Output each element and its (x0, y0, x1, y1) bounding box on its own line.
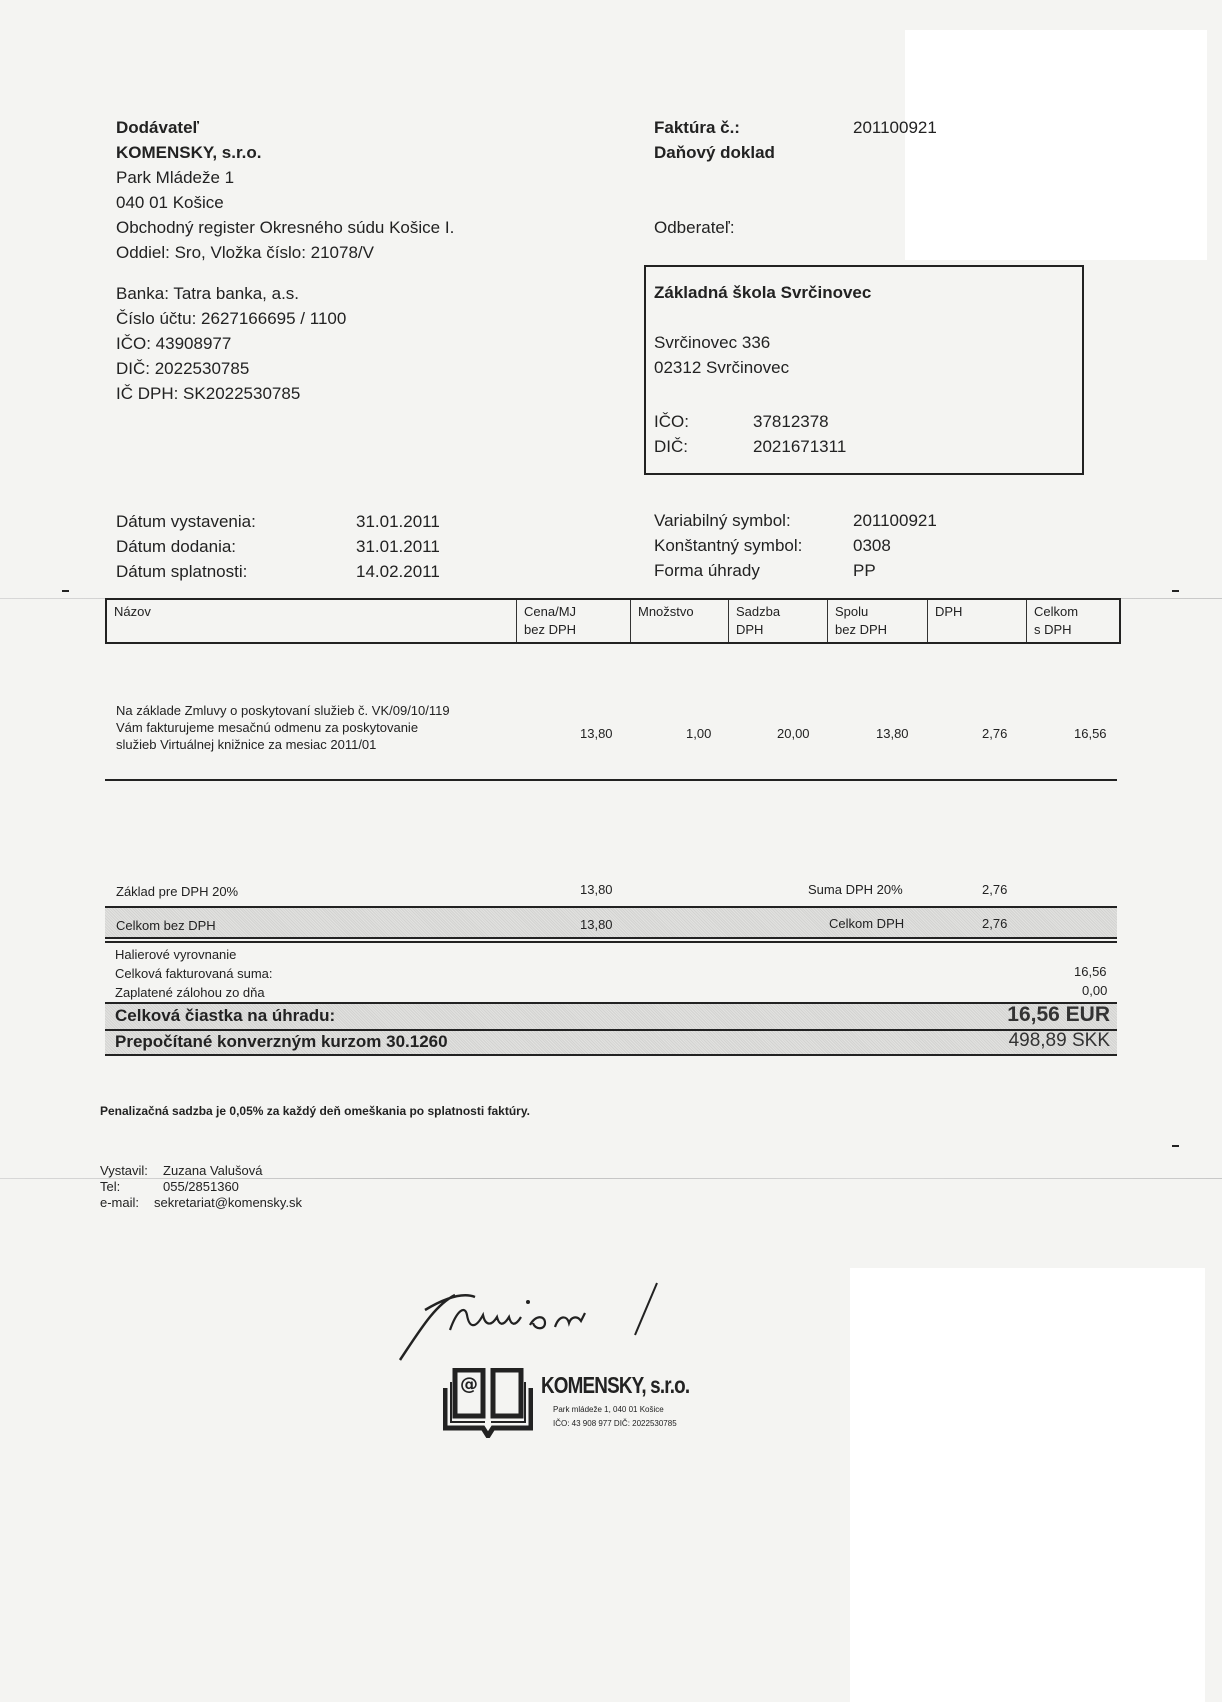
item-description: Na základe Zmluvy o poskytovaní služieb č. VK/09/10/119 Vám fakturujeme mesačnú odmenu za poskytovanie služieb Virtuálnej knižnice za mesiac 2011/01 (116, 703, 450, 752)
conversion-value: 498,89 SKK (1008, 1030, 1110, 1051)
amount-due-value: 16,56 EUR (1007, 1003, 1110, 1026)
item-total-with-vat: 16,56 (1074, 726, 1107, 741)
date-label: Dátum vystavenia: (116, 512, 256, 531)
svg-text:@: @ (460, 1374, 478, 1395)
redacted-area-top-right (905, 30, 1207, 260)
advance-value: 0,00 (1082, 983, 1108, 998)
rounding-label: Halierové vyrovnanie (115, 947, 237, 962)
invoice-number-label: Faktúra č.: (654, 118, 740, 137)
column-header-name: Názov (114, 604, 151, 619)
column-header-vat-rate: Sadzba DPH (728, 600, 827, 642)
issued-by-label: Vystavil: (100, 1163, 148, 1178)
table-bottom-rule (105, 779, 1117, 781)
supplier-heading: Dodávateľ (116, 118, 200, 137)
vat-base-value: 13,80 (580, 882, 613, 897)
email-value: sekretariat@komensky.sk (154, 1195, 303, 1210)
total-vat-value: 2,76 (982, 916, 1008, 931)
customer-dic-label: DIČ: (654, 437, 688, 456)
column-header-total-with-vat: Celkom s DPH (1026, 600, 1119, 642)
penalty-note: Penalizačná sadzba je 0,05% za každý deň omeškania po splatnosti faktúry. (100, 1104, 530, 1118)
amount-due-label: Celková čiastka na úhradu: (115, 1006, 336, 1025)
payment-label: Forma úhrady (654, 561, 760, 580)
column-header-unit-price: Cena/MJ bez DPH (516, 600, 630, 642)
stamp-book-logo-icon (443, 1368, 533, 1438)
customer-name: Základná škola Svrčinovec (654, 283, 872, 302)
supplier-register: Obchodný register Okresného súdu Košice I. (116, 218, 455, 237)
supplier-city: 040 01 Košice (116, 193, 224, 212)
items-table-header (105, 598, 1121, 644)
summary-rule (105, 937, 1117, 939)
supplier-icdph: IČ DPH: SK2022530785 (116, 384, 301, 403)
summary-rule (105, 1054, 1117, 1056)
invoiced-total-label: Celková fakturovaná suma: (115, 966, 273, 981)
customer-ico-label: IČO: (654, 412, 689, 431)
tel-value: 055/2851360 (163, 1179, 239, 1194)
document-type: Daňový doklad (654, 143, 775, 162)
customer-dic: 2021671311 (753, 437, 847, 456)
date-value: 14.02.2011 (356, 562, 440, 581)
supplier-section: Oddiel: Sro, Vložka číslo: 21078/V (116, 243, 374, 262)
invoiced-total-value: 16,56 (1074, 964, 1107, 979)
stamp-address: Park mládeže 1, 040 01 Košice (553, 1405, 664, 1414)
item-unit-price: 13,80 (580, 726, 613, 741)
column-header-vat: DPH (927, 600, 1026, 642)
item-total-no-vat: 13,80 (876, 726, 909, 741)
column-header-quantity: Množstvo (630, 600, 728, 642)
supplier-dic: DIČ: 2022530785 (116, 359, 250, 378)
tel-label: Tel: (100, 1179, 121, 1194)
advance-label: Zaplatené zálohou zo dňa (115, 985, 265, 1000)
date-value: 31.01.2011 (356, 537, 440, 556)
payment-value: 0308 (853, 536, 891, 555)
item-vat: 2,76 (982, 726, 1008, 741)
customer-ico: 37812378 (753, 412, 829, 431)
stamp-company-name: KOMENSKY, s.r.o. (541, 1372, 690, 1398)
fold-mark (1172, 1145, 1179, 1147)
customer-city: 02312 Svrčinovec (654, 358, 790, 377)
issued-by: Zuzana Valušová (163, 1163, 263, 1178)
vat-base-label: Základ pre DPH 20% (116, 884, 239, 899)
customer-label: Odberateľ: (654, 218, 735, 237)
vat-sum-value: 2,76 (982, 882, 1008, 897)
supplier-name: KOMENSKY, s.r.o. (116, 143, 262, 162)
supplier-bank: Banka: Tatra banka, a.s. (116, 284, 300, 303)
column-header-total-no-vat: Spolu bez DPH (827, 600, 927, 642)
customer-street: Svrčinovec 336 (654, 333, 771, 352)
supplier-street: Park Mládeže 1 (116, 168, 235, 187)
fold-mark (62, 590, 69, 592)
total-vat-label: Celkom DPH (829, 916, 905, 931)
redacted-area-bottom-right (850, 1268, 1205, 1702)
item-quantity: 1,00 (686, 726, 712, 741)
email-label: e-mail: (100, 1195, 140, 1210)
total-no-vat-label: Celkom bez DPH (116, 918, 216, 933)
payment-value: 201100921 (853, 511, 937, 530)
signature (395, 1275, 695, 1365)
date-value: 31.01.2011 (356, 512, 440, 531)
payment-value: PP (853, 561, 876, 580)
conversion-label: Prepočítané konverzným kurzom 30.1260 (115, 1032, 448, 1051)
supplier-account: Číslo účtu: 2627166695 / 1100 (116, 309, 347, 328)
invoice-number: 201100921 (853, 118, 937, 137)
item-vat-rate: 20,00 (777, 726, 810, 741)
payment-label: Variabilný symbol: (654, 511, 791, 530)
total-no-vat-value: 13,80 (580, 917, 613, 932)
fold-mark (1172, 590, 1179, 592)
supplier-ico: IČO: 43908977 (116, 334, 232, 353)
payment-label: Konštantný symbol: (654, 536, 803, 555)
vat-sum-label: Suma DPH 20% (808, 882, 903, 897)
date-label: Dátum splatnosti: (116, 562, 248, 581)
date-label: Dátum dodania: (116, 537, 237, 556)
stamp-ids: IČO: 43 908 977 DIČ: 2022530785 (553, 1419, 677, 1428)
summary-rule (105, 941, 1117, 943)
